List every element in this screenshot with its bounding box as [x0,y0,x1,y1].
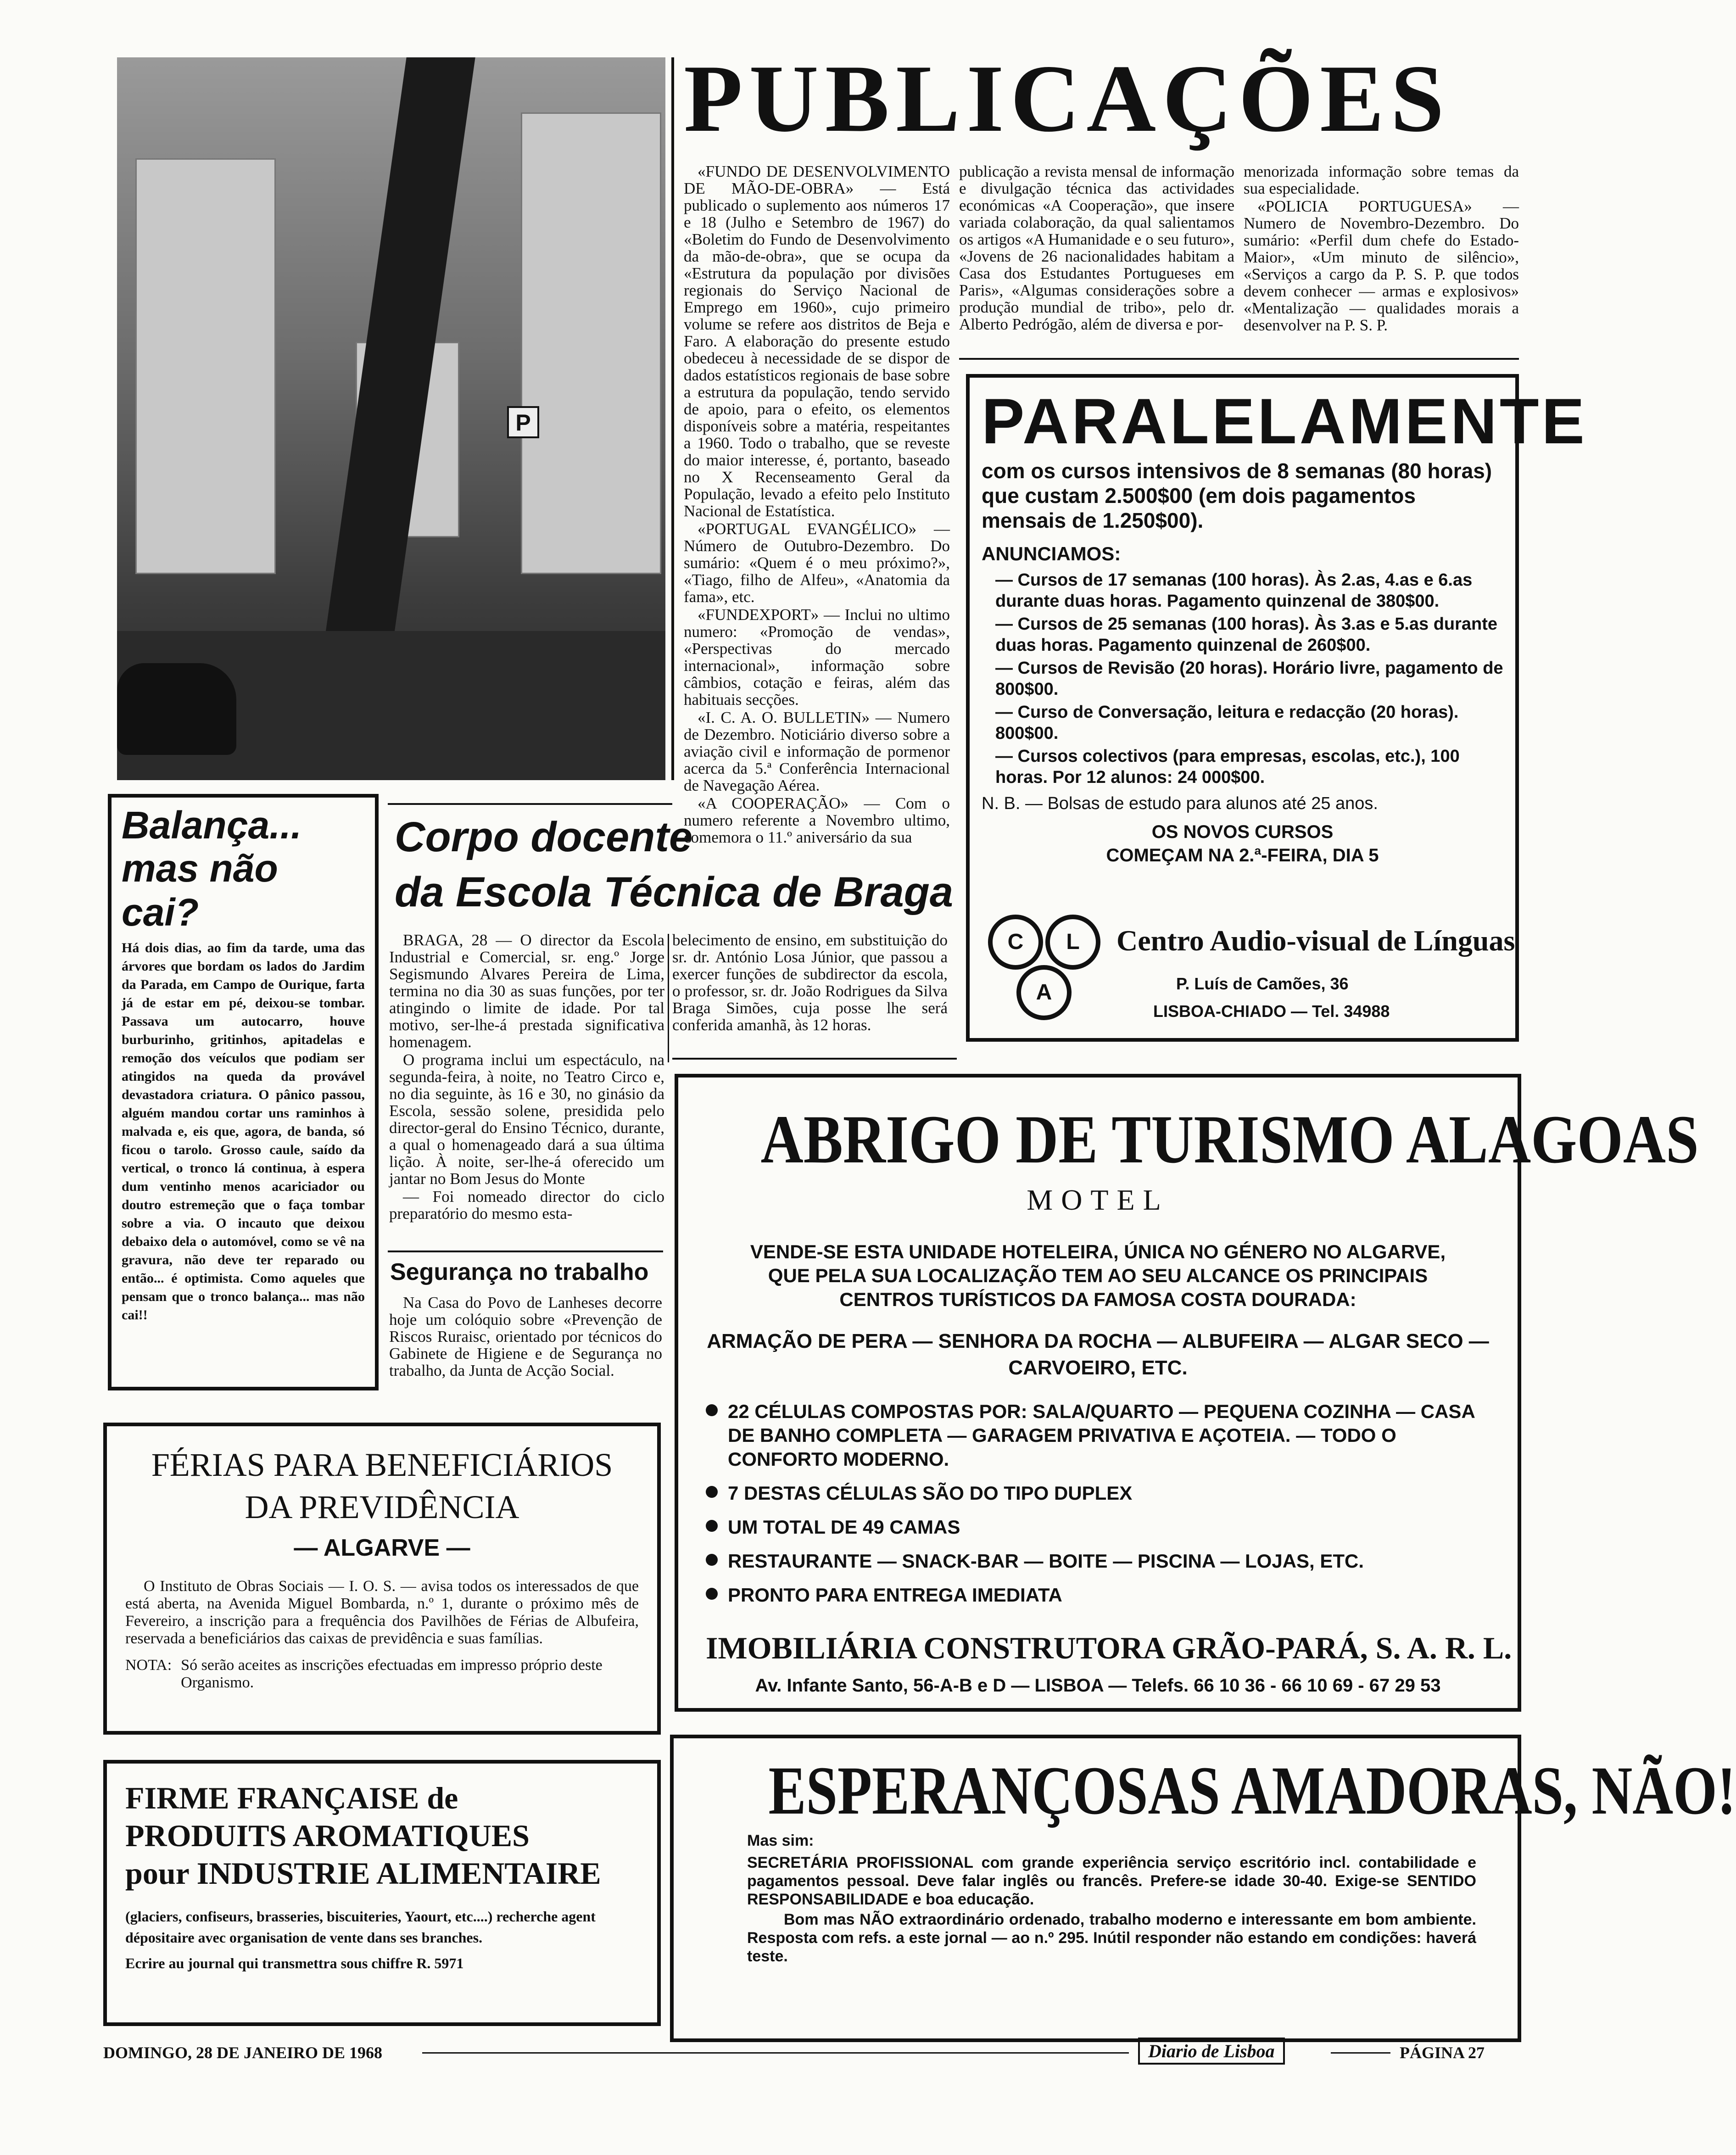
car-icon [117,663,236,755]
publicacoes-col-2: publicação a revista mensal de informação e divulgação técnica das actividades económicas «A Cooperação», que insere variada colaboração, da qual salientamos os artigos «A Humanidade e o seu futuro», «Jovens de 26 nacionalidades habitam a Casa dos Estudantes Portugueses em Paris», «Algumas considerações sobre a produção mundial de tribo», pelo dr. Alberto Pedrógão, além de diversa e por- [959,162,1234,333]
novos-cursos-1: OS NOVOS CURSOS [1151,822,1334,842]
balanca-title-2: mas não cai? [122,847,278,934]
pub-item: «I. C. A. O. BULLETIN» — Numero de Dezembro. Noticiário diverso sobre a aviação civil e informação de pormenor acerca da 5.ª Conferência Internacional de Navegação Aérea. [684,709,950,794]
abrigo-bullet: 7 DESTAS CÉLULAS SÃO DO TIPO DUPLEX [706,1481,1490,1505]
course-item: — Cursos colectivos (para empresas, escolas, etc.), 100 horas. Por 12 alunos: 24 000$00. [995,747,1460,787]
bullet-icon [706,1554,718,1566]
footer-paper-logo: Diario de Lisboa [1138,2038,1285,2065]
footer-rule-right [1331,2052,1390,2054]
balanca-title-1: Balança... [122,804,302,847]
paralelamente-ad [966,374,1587,1042]
corpo-col-divider [668,934,669,1062]
firme-contact: Ecrire au journal qui transmettra sous chiffre R. 5971 [125,1955,464,1971]
firme-body: (glaciers, confiseurs, brasseries, biscuiteries, Yaourt, etc....) recherche agent dépositaire avec organisation de vente dans ses branches. [125,1908,596,1946]
abrigo-bullets [706,1400,1490,1607]
nb-note: N. B. — Bolsas de estudo para alunos até 25 anos. [982,794,1378,813]
abrigo-bullet: 22 CÉLULAS COMPOSTAS POR: SALA/QUARTO — PEQUENA COZINHA — CASA DE BANHO COMPLETA — GARAGEM PRIVATIVA E AÇOTEIA. — TODO O CONFORTO MODERNO. [706,1400,1490,1471]
publicacoes-title: PUBLICAÇÕES [684,45,1451,152]
abrigo-motel: MOTEL [1027,1184,1169,1216]
paralelamente-intro: com os cursos intensivos de 8 semanas (80 horas) que custam 2.500$00 (em dois pagamentos mensais de 1.250$00). [982,459,1492,532]
balanca-body: Há dois dias, ao fim da tarde, uma das árvores que bordam os lados do Jardim da Parada, em Campo de Ourique, farta já de estar em pé, deixou-se tombar. Passava um autocarro, houve burburinho, gritinhos, apitadelas e remoção dos veículos que podiam ser atingidos na queda da provável devastadora criatura. O pânico passou, alguém mandou cortar uns raminhos à malvada e, eis que, agora, de banda, só ficou o tarolo. Grosso caule, saído da vertical, o tronco lá continua, à espera dum ventinho menos acariciador ou doutro estremeção que o faça tombar sobre a via. O incauto que deixou debaixo dela o automóvel, como se vê na gravura, não deve ter reparado ou então... é optimista. Como aqueles que pensam que o tronco balança... mas não cai!! [122,940,365,1323]
abrigo-ad [675,1074,1699,1712]
bullet-icon [706,1588,718,1600]
paralelamente-title: PARALELAMENTE [982,385,1587,457]
esperancosas-title: ESPERANÇOSAS AMADORAS, NÃO! [768,1753,1736,1829]
pub-item: «FUNDO DE DESENVOLVIMENTO DE MÃO-DE-OBRA» — Está publicado o suplemento aos números 17 e 18 (Julho e Setembro de 1967) do «Boletim do Fundo de Desenvolvimento da mão-de-obra», que se ocupa da «Estrutura da população por divisões regionais do Serviço Nacional de Emprego em 1960», cujo primeiro volume se refere aos distritos de Beja e Faro. A elaboração do presente estudo obedeceu à necessidade de se dispor de dados estatísticos regionais de base sobre a estrutura da população, tendo servido de apoio, para o efeito, os elementos disponíveis sobre a matéria, respeitantes a 1960. Todo o trabalho, que se reveste do maior interesse, é, portanto, baseado no X Recenseamento Geral da População, levado a efeito pelo Instituto Nacional de Estatística. [684,162,950,520]
building-left [135,158,276,574]
ferias-sub: — ALGARVE — [294,1535,470,1561]
seguranca-top-rule [388,1251,663,1252]
esperancosas-mas: Mas sim: [747,1832,814,1849]
course-item: — Cursos de 17 semanas (100 horas). Às 2.as, 4.as e 6.as durante duas horas. Pagamento quinzenal de 380$00. [995,570,1473,611]
abrigo-address: Av. Infante Santo, 56-A-B e D — LISBOA — Telefs. 66 10 36 - 66 10 69 - 67 29 53 [755,1675,1441,1696]
abrigo-bullet: PRONTO PARA ENTREGA IMEDIATA [706,1583,1490,1607]
corpo-top-rule [388,803,672,805]
anunciamos-label: ANUNCIAMOS: [982,543,1121,564]
seguranca-title: Segurança no trabalho [390,1259,649,1285]
novos-cursos-2: COMEÇAM NA 2.ª-FEIRA, DIA 5 [1106,845,1379,865]
bullet-icon [706,1404,718,1416]
publicacoes-col-1 [684,162,950,846]
corpo-bottom-rule [672,1058,957,1060]
abrigo-bullet: UM TOTAL DE 49 CAMAS [706,1515,1490,1539]
centro-name: Centro Audio-visual de Línguas [1116,924,1515,957]
corpo-col-1: BRAGA, 28 — O director da Escola Industrial e Comercial, sr. eng.º Jorge Segismundo Alvares Pereira de Lima, termina no dia 30 as suas funções, por ter atingindo o limite de idade. Por tal motivo, ser-lhe-á prestada significativa homenagem. O programa inclui um espectáculo, na segunda-feira, à noite, no Teatro Circo e, no dia seguinte, às 16 e 30, no ginásio da Escola, sessão solene, presidida pelo director-geral do Ensino Técnico, durante, a qual o homenageado dará a sua última lição. À noite, ser-lhe-á oferecido um jantar no Bom Jesus do Monte — Foi nomeado director do ciclo preparatório do mesmo esta- [389,931,664,1223]
abrigo-places: ARMAÇÃO DE PERA — SENHORA DA ROCHA — ALBUFEIRA — ALGAR SECO — CARVOEIRO, ETC. [707,1330,1489,1379]
footer-page: PÁGINA 27 [1400,2043,1485,2062]
centro-logo-icon: C L A [988,915,1103,1025]
abrigo-title: ABRIGO DE TURISMO ALAGOAS [760,1101,1699,1178]
ferias-title-2: DA PREVIDÊNCIA [245,1489,519,1525]
bullet-icon [706,1520,718,1532]
balanca-article [108,794,379,1390]
ferias-ad [103,1423,661,1735]
firme-ad [103,1760,661,2026]
esperancosas-body-2: Bom mas NÃO extraordinário ordenado, trabalho moderno e interessante em bom ambiente. Resposta com refs. a este jornal — ao n.º 295. Inútil responder não estando em condições: haverá teste. [747,1911,1476,1965]
abrigo-lead: VENDE-SE ESTA UNIDADE HOTELEIRA, ÚNICA NO GÉNERO NO ALGARVE, QUE PELA SUA LOCALIZAÇÃO TEM AO SEU ALCANCE OS PRINCIPAIS CENTROS TURÍSTICOS DA FAMOSA COSTA DOURADA: [750,1241,1446,1310]
seguranca-body: Na Casa do Povo de Lanheses decorre hoje um colóquio sobre «Prevenção de Riscos Ruraisc, orientado por técnicos do Gabinete de Higiene e de Segurança no trabalho, da Junta de Acção Social. [389,1294,662,1379]
parking-sign-icon: P [507,406,539,438]
firme-title-3: pour INDUSTRIE ALIMENTAIRE [125,1856,601,1891]
corpo-col-2: belecimento de ensino, em substituição do sr. dr. António Losa Júnior, que passou a exercer funções de subdirector da escola, o professor, sr. dr. João Rodrigues da Silva Braga Simões, cuja posse lhe será conferida amanhã, às 12 horas. [672,931,948,1034]
publicacoes-bottom-rule [959,358,1519,360]
ferias-nota: NOTA: Só serão aceites as inscrições efectuadas em impresso próprio deste Organismo. [125,1657,603,1691]
pub-item: «A COOPERAÇÃO» — Com o numero referente a Novembro ultimo, comemora o 11.º aniversário da sua [684,794,950,846]
course-item: — Cursos de Revisão (20 horas). Horário livre, pagamento de 800$00. [995,659,1503,699]
course-list [982,569,1503,788]
firme-title-2: PRODUITS AROMATIQUES [125,1818,530,1853]
course-item: — Cursos de 25 semanas (100 horas). Às 3.as e 5.as durante duas horas. Pagamento quinzenal de 260$00. [995,614,1498,655]
publicacoes-left-rule [671,57,674,780]
building-right [521,112,661,574]
footer-date: DOMINGO, 28 DE JANEIRO DE 1968 [103,2043,383,2062]
esperancosas-body-1: SECRETÁRIA PROFISSIONAL com grande experiência serviço escritório incl. contabilidade e pagamentos pessoal. Deve falar inglês ou francês. Prefere-se idade 30-40. Exige-se SENTIDO RESPONSABILIDADE e boa educação. [747,1854,1476,1908]
centro-address-2: LISBOA-CHIADO — Tel. 34988 [1153,1002,1390,1021]
abrigo-bullet: RESTAURANTE — SNACK-BAR — BOITE — PISCINA — LOJAS, ETC. [706,1549,1490,1573]
course-item: — Curso de Conversação, leitura e redacção (20 horas). 800$00. [995,703,1459,743]
pub-item: «FUNDEXPORT» — Inclui no ultimo numero: «Promoção de vendas», «Perspectivas do mercado internacional», informação sobre câmbios, cotação e feiras, além das habituais secções. [684,606,950,709]
publicacoes-col-3: menorizada informação sobre temas da sua especialidade. «POLICIA PORTUGUESA» — Numero de Novembro-Dezembro. Do sumário: «Perfil dum chefe do Estado-Maior», «Um minuto de silêncio», «Serviços a cargo da P. S. P. que todos devem conhecer — armas e explosivos» «Mentalização — qualidades morais a desenvolver na P. S. P. [1244,162,1519,334]
firme-title-1: FIRME FRANÇAISE de [125,1781,458,1815]
ferias-title-1: FÉRIAS PARA BENEFICIÁRIOS [151,1446,613,1483]
centro-address-1: P. Luís de Camões, 36 [1176,974,1349,993]
pub-item: «PORTUGAL EVANGÉLICO» — Número de Outubro-Dezembro. Do sumário: «Quem é o meu próximo?», «Tiago, filho de Alfeu», «Anatomia da fama», etc. [684,520,950,606]
photo [117,57,665,780]
abrigo-company: IMOBILIÁRIA CONSTRUTORA GRÃO-PARÁ, S. A. R. L. [706,1630,1512,1665]
corpo-title-1: Corpo docente [395,814,693,860]
ferias-body: O Instituto de Obras Sociais — I. O. S. — avisa todos os interessados de que está aberta, na Avenida Miguel Bombarda, n.º 1, durante o próximo mês de Fevereiro, a inscrição para a frequência dos Pavilhões de Férias de Albufeira, reservada a beneficiários das caixas de previdência e suas famílias. [125,1578,639,1647]
esperancosas-ad [670,1735,1736,2042]
bullet-icon [706,1486,718,1498]
footer-rule-left [422,2052,1129,2054]
corpo-title-2: da Escola Técnica de Braga [395,869,953,916]
